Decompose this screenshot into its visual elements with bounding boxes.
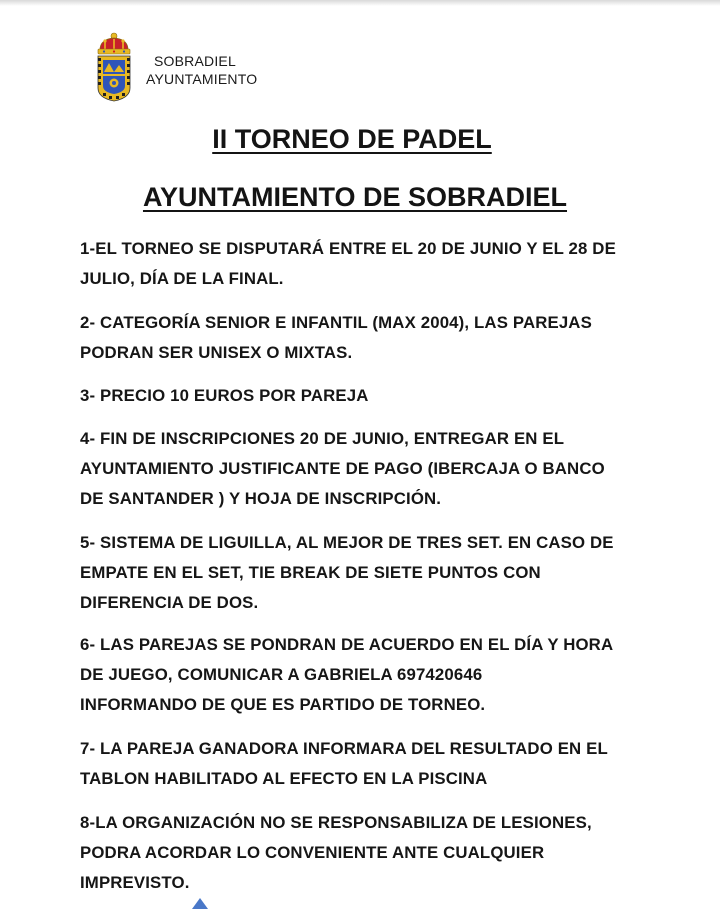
- rule-item-7: 7- LA PAREJA GANADORA INFORMARA DEL RESULTADO EN EL TABLON HABILITADO AL EFECTO EN LA PISCINA: [80, 739, 608, 788]
- document-subtitle: [0, 181, 715, 213]
- rule-item-3: 3- PRECIO 10 EUROS POR PAREJA: [80, 386, 369, 405]
- municipal-coat-of-arms-icon: [94, 30, 134, 102]
- rule-item-6: 6- LAS PAREJAS SE PONDRAN DE ACUERDO EN EL DÍA Y HORA DE JUEGO, COMUNICAR A GABRIELA 697420646 INFORMANDO DE QUE ES PARTIDO DE TORNEO.: [80, 635, 614, 714]
- document-title-line-2: AYUNTAMIENTO DE SOBRADIEL: [142, 182, 568, 212]
- organization-name-line-2: AYUNTAMIENTO: [146, 71, 258, 87]
- rule-item-8: 8-LA ORGANIZACIÓN NO SE RESPONSABILIZA DE LESIONES, PODRA ACORDAR LO CONVENIENTE ANTE CUALQUIER IMPREVISTO.: [80, 813, 592, 892]
- rule-item-1: 1-EL TORNEO SE DISPUTARÁ ENTRE EL 20 DE JUNIO Y EL 28 DE JULIO, DÍA DE LA FINAL.: [80, 239, 616, 288]
- page-edge-arrow-icon: [190, 897, 210, 909]
- rule-item-5: 5- SISTEMA DE LIGUILLA, AL MEJOR DE TRES SET. EN CASO DE EMPATE EN EL SET, TIE BREAK DE SIETE PUNTOS CON DIFERENCIA DE DOS.: [80, 533, 614, 612]
- document-title: [0, 123, 712, 155]
- organization-name-line-1: SOBRADIEL: [154, 53, 236, 69]
- rule-item-2: 2- CATEGORÍA SENIOR E INFANTIL (MAX 2004), LAS PAREJAS PODRAN SER UNISEX O MIXTAS.: [80, 313, 592, 362]
- organization-name: [146, 52, 257, 88]
- rule-item-4: 4- FIN DE INSCRIPCIONES 20 DE JUNIO, ENTREGAR EN EL AYUNTAMIENTO JUSTIFICANTE DE PAGO (IBERCAJA O BANCO DE SANTANDER ) Y HOJA DE INSCRIPCIÓN.: [80, 429, 605, 508]
- document-title-line-1: II TORNEO DE PADEL: [212, 124, 492, 154]
- document-header: [94, 30, 314, 106]
- page-top-edge: [0, 0, 720, 6]
